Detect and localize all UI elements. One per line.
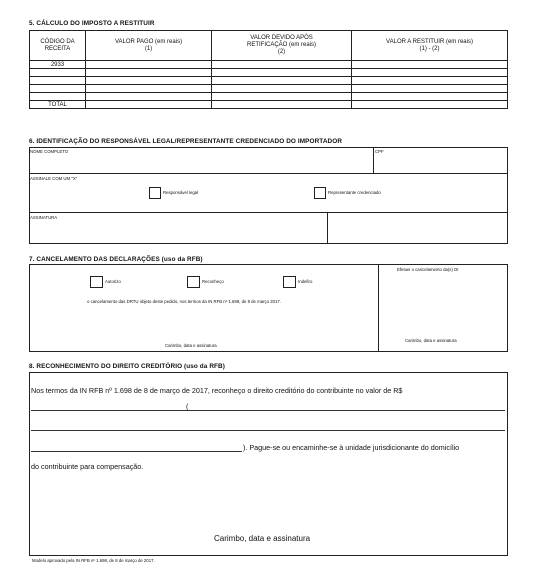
nome-completo-field[interactable] (30, 156, 372, 172)
table-cell[interactable] (352, 69, 508, 77)
cancelamento-di-label: Efetuei o cancelamento da(s) DI (397, 267, 459, 272)
header-text: RETIFICAÇÃO (em reais) (246, 42, 316, 48)
paren-open: ( (186, 402, 189, 411)
autorizo-checkbox[interactable] (90, 276, 103, 288)
table-row (30, 69, 508, 77)
section-6-title: 6. IDENTIFICAÇÃO DO RESPONSÁVEL LEGAL/REPRESENTANTE CREDENCIADO DO IMPORTADOR (29, 138, 343, 145)
divider (29, 212, 508, 213)
table-cell[interactable] (30, 85, 86, 93)
reconheco-checkbox[interactable] (187, 276, 200, 288)
table-cell[interactable] (352, 101, 508, 109)
table-cell[interactable] (86, 69, 212, 77)
indefiro-label: Indefiro (298, 279, 313, 284)
responsavel-legal-checkbox[interactable] (149, 187, 161, 199)
responsavel-legal-label: Responsável legal (163, 190, 199, 195)
table-cell[interactable] (86, 61, 212, 69)
table-cell[interactable] (86, 77, 212, 85)
valor-underline[interactable] (31, 410, 505, 411)
header-text: (1) (144, 45, 153, 52)
reconheco-label: Reconheço (202, 279, 224, 284)
extenso-underline-2[interactable] (31, 451, 242, 452)
header-valor-pago (86, 31, 212, 61)
table-cell[interactable] (30, 77, 86, 85)
header-text: VALOR A RESTITUIR (em reais) (386, 38, 473, 45)
cpf-label: CPF (375, 149, 384, 154)
divider (378, 264, 379, 352)
table-cell[interactable] (86, 101, 212, 109)
compensacao-text: do contribuinte para compensação. (31, 462, 144, 471)
table-cell[interactable] (212, 77, 352, 85)
table-cell-code: 2933 (30, 61, 86, 69)
table-cell[interactable] (86, 85, 212, 93)
table-cell[interactable] (352, 93, 508, 101)
section-5-title: 5. CÁLCULO DO IMPOSTO A RESTITUIR (29, 20, 155, 27)
stamp-right-label: Carimbo, data e assinatura (405, 338, 457, 343)
section-7-title: 7. CANCELAMENTO DAS DECLARAÇÕES (uso da RFB) (29, 256, 203, 263)
header-text: RECEITA (44, 45, 71, 52)
table-cell-total-label: TOTAL (30, 101, 86, 109)
divider (373, 147, 374, 173)
header-text: VALOR DEVIDO APÓS (250, 35, 313, 41)
autorizo-label: Autorizo (105, 279, 121, 284)
header-text: CÓDIGO DA (40, 38, 75, 45)
header-text: (2) (277, 49, 286, 55)
representante-checkbox[interactable] (314, 187, 326, 199)
table-cell[interactable] (212, 101, 352, 109)
table-row-total (30, 101, 508, 109)
table-cell[interactable] (30, 69, 86, 77)
header-valor-devido (212, 31, 352, 61)
divider (29, 173, 508, 174)
stamp-left-label: Carimbo, data e assinatura (165, 343, 217, 348)
restitution-table (29, 30, 508, 109)
reconhecimento-text: Nos termos da IN RFB nº 1.698 de 8 de março de 2017, reconheço o direito creditório do contribuinte no valor de R$ (31, 386, 403, 395)
table-cell[interactable] (86, 93, 212, 101)
footer-note: Modelo aprovado pela IN RFB nº 1.698, de 8 de março de 2017. (32, 558, 155, 563)
table-row (30, 77, 508, 85)
table-row (30, 93, 508, 101)
header-codigo (30, 31, 86, 61)
table-cell[interactable] (352, 61, 508, 69)
assinatura-field[interactable] (30, 222, 326, 243)
cpf-field[interactable] (375, 156, 507, 172)
table-cell[interactable] (352, 85, 508, 93)
divider (327, 212, 328, 244)
header-text: VALOR PAGO (em reais) (114, 38, 183, 45)
table-cell[interactable] (212, 85, 352, 93)
assinatura-label: ASSINATURA (30, 215, 58, 220)
table-cell[interactable] (212, 69, 352, 77)
table-cell[interactable] (212, 93, 352, 101)
header-valor-restituir (352, 31, 508, 61)
cancelamento-text: o cancelamento das DRTU objeto deste pedido, nos termos da IN RFB nº 1.698, de 8 de março 2017. (87, 299, 282, 304)
indefiro-checkbox[interactable] (283, 276, 296, 288)
header-text: (1) - (2) (419, 45, 440, 52)
nome-completo-label: NOME COMPLETO (30, 149, 69, 154)
representante-label: Representante credenciado (328, 190, 381, 195)
table-cell[interactable] (212, 61, 352, 69)
pague-se-text: ). Pague-se ou encaminhe-se à unidade jurisdicionante do domicílio (243, 443, 460, 452)
stamp-label: Carimbo, data e assinatura (214, 534, 311, 543)
table-row (30, 61, 508, 69)
section-8-title: 8. RECONHECIMENTO DO DIREITO CREDITÓRIO (uso da RFB) (29, 363, 225, 370)
table-cell[interactable] (352, 77, 508, 85)
table-cell[interactable] (30, 93, 86, 101)
table-row (30, 85, 508, 93)
extenso-underline[interactable] (31, 430, 505, 431)
assinale-label: ASSINALE COM UM "X" (30, 176, 78, 181)
